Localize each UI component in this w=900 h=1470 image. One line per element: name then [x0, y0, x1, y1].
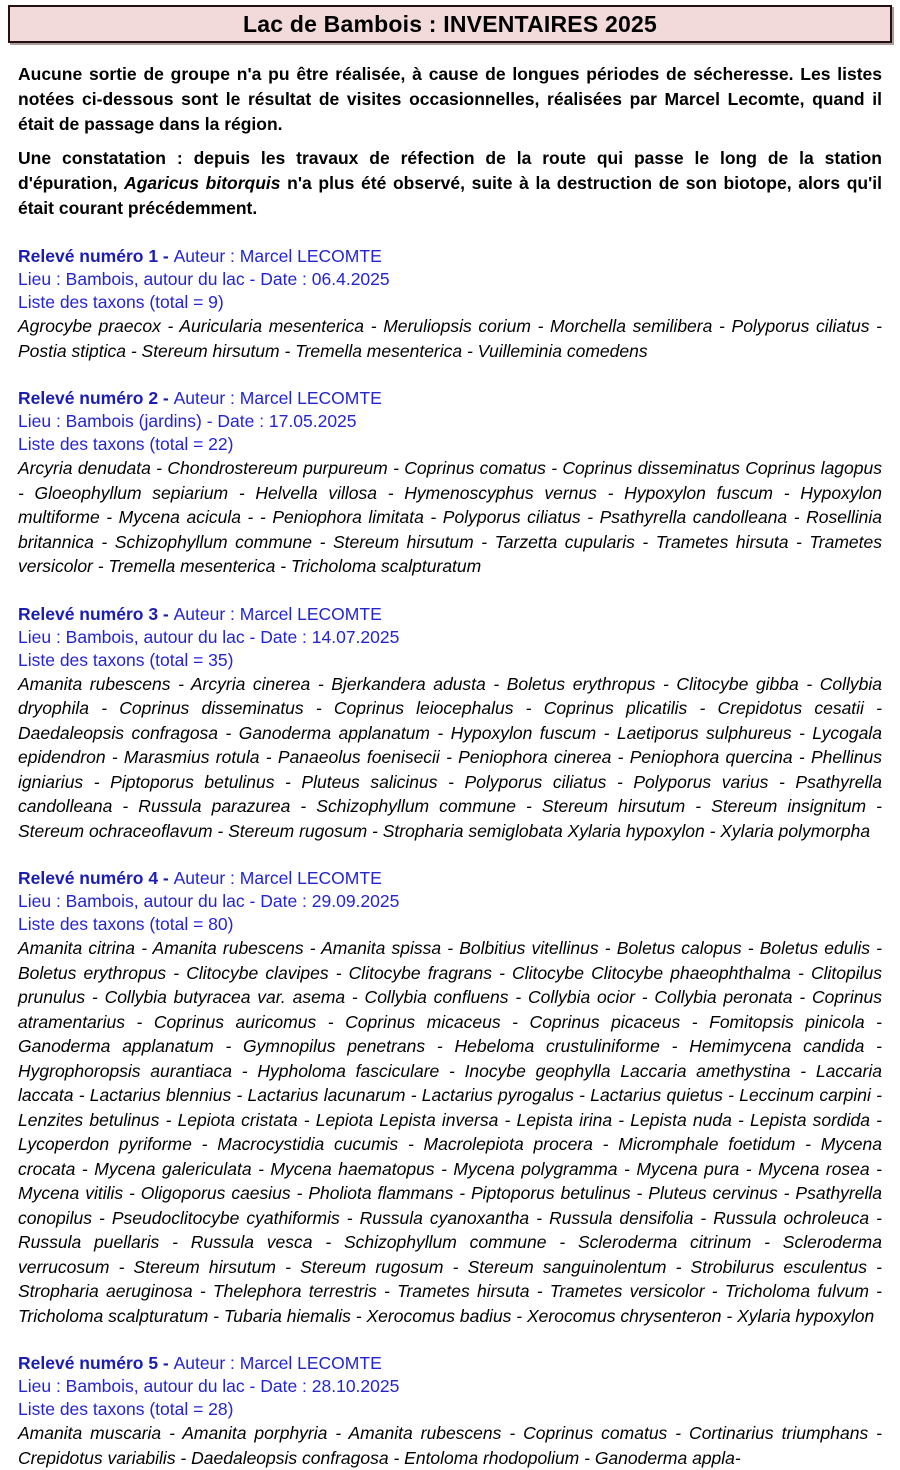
- intro-paragraph-2-before: Une constatation : depuis les travaux de réfection de la route qui passe le long de la station d'épuration,: [18, 148, 882, 193]
- releve-section-3: [18, 603, 882, 844]
- releve-3-number: Relevé numéro 3 -: [18, 603, 174, 624]
- releve-2-number: Relevé numéro 2 -: [18, 388, 174, 408]
- releve-2-location-date: Lieu : Bambois (jardins) - Date : 17.05.2025: [18, 411, 357, 431]
- releve-2-header: [18, 387, 882, 410]
- document-body: [0, 62, 900, 1470]
- releve-1-location-date: Lieu : Bambois, autour du lac - Date : 06.4.2025: [18, 269, 390, 289]
- releve-5-author: Auteur : Marcel LECOMTE: [173, 1353, 382, 1373]
- intro-section: [18, 62, 882, 221]
- releve-5-location-date: Lieu : Bambois, autour du lac - Date : 28.10.2025: [18, 1376, 400, 1396]
- releve-2-taxa-list: Arcyria denudata - Chondrostereum purpureum - Coprinus comatus - Coprinus disseminatus Coprinus lagopus - Gloeophyllum sepiarium - Helvella villosa - Hymenoscyphus vernus - Hypoxylon fuscum - Hypoxylon multiforme - Mycena acicula - - Peniophora limitata - Polyporus ciliatus - Psathyrella candolleana - Rosellinia britannica - Schizophyllum commune - Stereum hirsutum - Tarzetta cupularis - Trametes hirsuta - Trametes versicolor - Tremella mesenterica - Tricholoma scalpturatum: [18, 458, 882, 576]
- releve-3-header: [18, 603, 882, 626]
- intro-paragraph-2-after: n'a plus été observé, suite à la destruction de son biotope, alors qu'il était courant précédemment.: [18, 173, 882, 218]
- releve-4-taxa-list: Amanita citrina - Amanita rubescens - Amanita spissa - Bolbitius vitellinus - Boletus calopus - Boletus edulis - Boletus erythropus - Clitocybe clavipes - Clitocybe fragrans - Clitocybe Clitocybe phaeophthalma - Clitopilus prunulus - Collybia butyracea var. asema - Collybia confluens - Collybia ocior - Collybia peronata - Coprinus atramentarius - Coprinus auricomus - Coprinus micaceus - Coprinus picaceus - Fomitopsis pinicola - Ganoderma applanatum - Gymnopilus penetrans - Hebeloma crustuliniforme - Hemimycena candida - Hygrophoropsis aurantiaca - Hypholoma fasciculare - Inocybe geophylla Laccaria amethystina - Laccaria laccata - Lactarius blennius - Lactarius lacunarum - Lactarius pyrogalus - Lactarius quietus - Leccinum carpini - Lenzites betulinus - Lepiota cristata - Lepiota Lepista inversa - Lepista irina - Lepista nuda - Lepista sordida - Lycoperdon pyriforme - Macrocystidia cucumis - Macrolepiota procera - Micromphale foetidum - Mycena crocata - Mycena galericulata - Mycena haematopus - Mycena polygramma - Mycena pura - Mycena rosea - Mycena vitilis - Oligoporus caesius - Pholiota flammans - Piptoporus betulinus - Pluteus cervinus - Psathyrella conopilus - Pseudoclitocybe cyathiformis - Russula cyanoxantha - Russula densifolia - Russula ochroleuca - Russula puellaris - Russula vesca - Schizophyllum commune - Scleroderma citrinum - Scleroderma verrucosum - Stereum hirsutum - Stereum rugosum - Stereum sanguinolentum - Strobilurus esculentus - Stropharia aeruginosa - Thelephora terrestris - Trametes hirsuta - Trametes versicolor - Tricholoma fulvum - Tricholoma scalpturatum - Tubaria hiemalis - Xerocomus badius - Xerocomus chrysenteron - Xylaria hypoxylon: [18, 938, 882, 1326]
- releve-1-taxa-count: Liste des taxons (total = 9): [18, 292, 224, 312]
- releve-3-taxa-list: Amanita rubescens - Arcyria cinerea - Bjerkandera adusta - Boletus erythropus - Clitocybe gibba - Collybia dryophila - Coprinus disseminatus - Coprinus leiocephalus - Coprinus plicatilis - Crepidotus cesatii - Daedaleopsis confragosa - Ganoderma applanatum - Hypoxylon fuscum - Laetiporus sulphureus - Lycogala epidendron - Marasmius rotula - Panaeolus foenisecii - Peniophora cinerea - Peniophora quercina - Phellinus igniarius - Piptoporus betulinus - Pluteus salicinus - Polyporus ciliatus - Polyporus varius - Psathyrella candolleana - Russula parazurea - Schizophyllum commune - Stereum hirsutum - Stereum insignitum - Stereum ochraceoflavum - Stereum rugosum - Stropharia semiglobata Xylaria hypoxylon - Xylaria polymorpha: [18, 673, 882, 841]
- releve-4-header: [18, 867, 882, 890]
- releve-2-taxa-count: Liste des taxons (total = 22): [18, 434, 234, 454]
- releve-3-taxa-count: Liste des taxons (total = 35): [18, 649, 234, 670]
- releve-section-5: [18, 1352, 882, 1470]
- releve-4-number: Relevé numéro 4 -: [18, 868, 174, 888]
- page-title: Lac de Bambois : INVENTAIRES 2025: [243, 10, 657, 37]
- releve-5-taxa-count: Liste des taxons (total = 28): [18, 1399, 234, 1419]
- releve-5-number: Relevé numéro 5 -: [18, 1353, 174, 1373]
- releve-3-author: Auteur : Marcel LECOMTE: [173, 603, 382, 624]
- releve-5-header: [18, 1352, 882, 1375]
- releve-4-author: Auteur : Marcel LECOMTE: [173, 868, 382, 888]
- releve-4-location-date: Lieu : Bambois, autour du lac - Date : 29.09.2025: [18, 891, 400, 911]
- releve-1-number: Relevé numéro 1 -: [18, 246, 174, 266]
- intro-paragraph-1: Aucune sortie de groupe n'a pu être réalisée, à cause de longues périodes de sécheresse. Les listes notées ci-dessous sont le résultat de visites occasionnelles, réalisées par Marcel Lecomte, quand il était de passage dans la région.: [18, 64, 882, 134]
- releve-4-taxa-count: Liste des taxons (total = 80): [18, 914, 234, 934]
- title-banner: [8, 5, 892, 43]
- intro-paragraph-2: [18, 146, 882, 221]
- releve-2-author: Auteur : Marcel LECOMTE: [173, 388, 382, 408]
- releve-1-taxa-list: Agrocybe praecox - Auricularia mesenterica - Meruliopsis corium - Morchella semilibera - Polyporus ciliatus - Postia stiptica - Stereum hirsutum - Tremella mesenterica - Vuilleminia comedens: [18, 316, 882, 361]
- releve-section-4: [18, 867, 882, 1328]
- releve-1-header: [18, 245, 882, 268]
- species-name-agaricus-bitorquis: Agaricus bitorquis: [124, 173, 281, 193]
- releve-section-1: [18, 245, 882, 363]
- releve-1-author: Auteur : Marcel LECOMTE: [173, 246, 382, 266]
- releve-3-location-date: Lieu : Bambois, autour du lac - Date : 14.07.2025: [18, 626, 400, 647]
- releve-section-2: [18, 387, 882, 579]
- releve-5-taxa-list: Amanita muscaria - Amanita porphyria - Amanita rubescens - Coprinus comatus - Cortinarius triumphans - Crepidotus variabilis - Daedaleopsis confragosa - Entoloma rhodopolium - Ganoderma appla-: [18, 1423, 882, 1468]
